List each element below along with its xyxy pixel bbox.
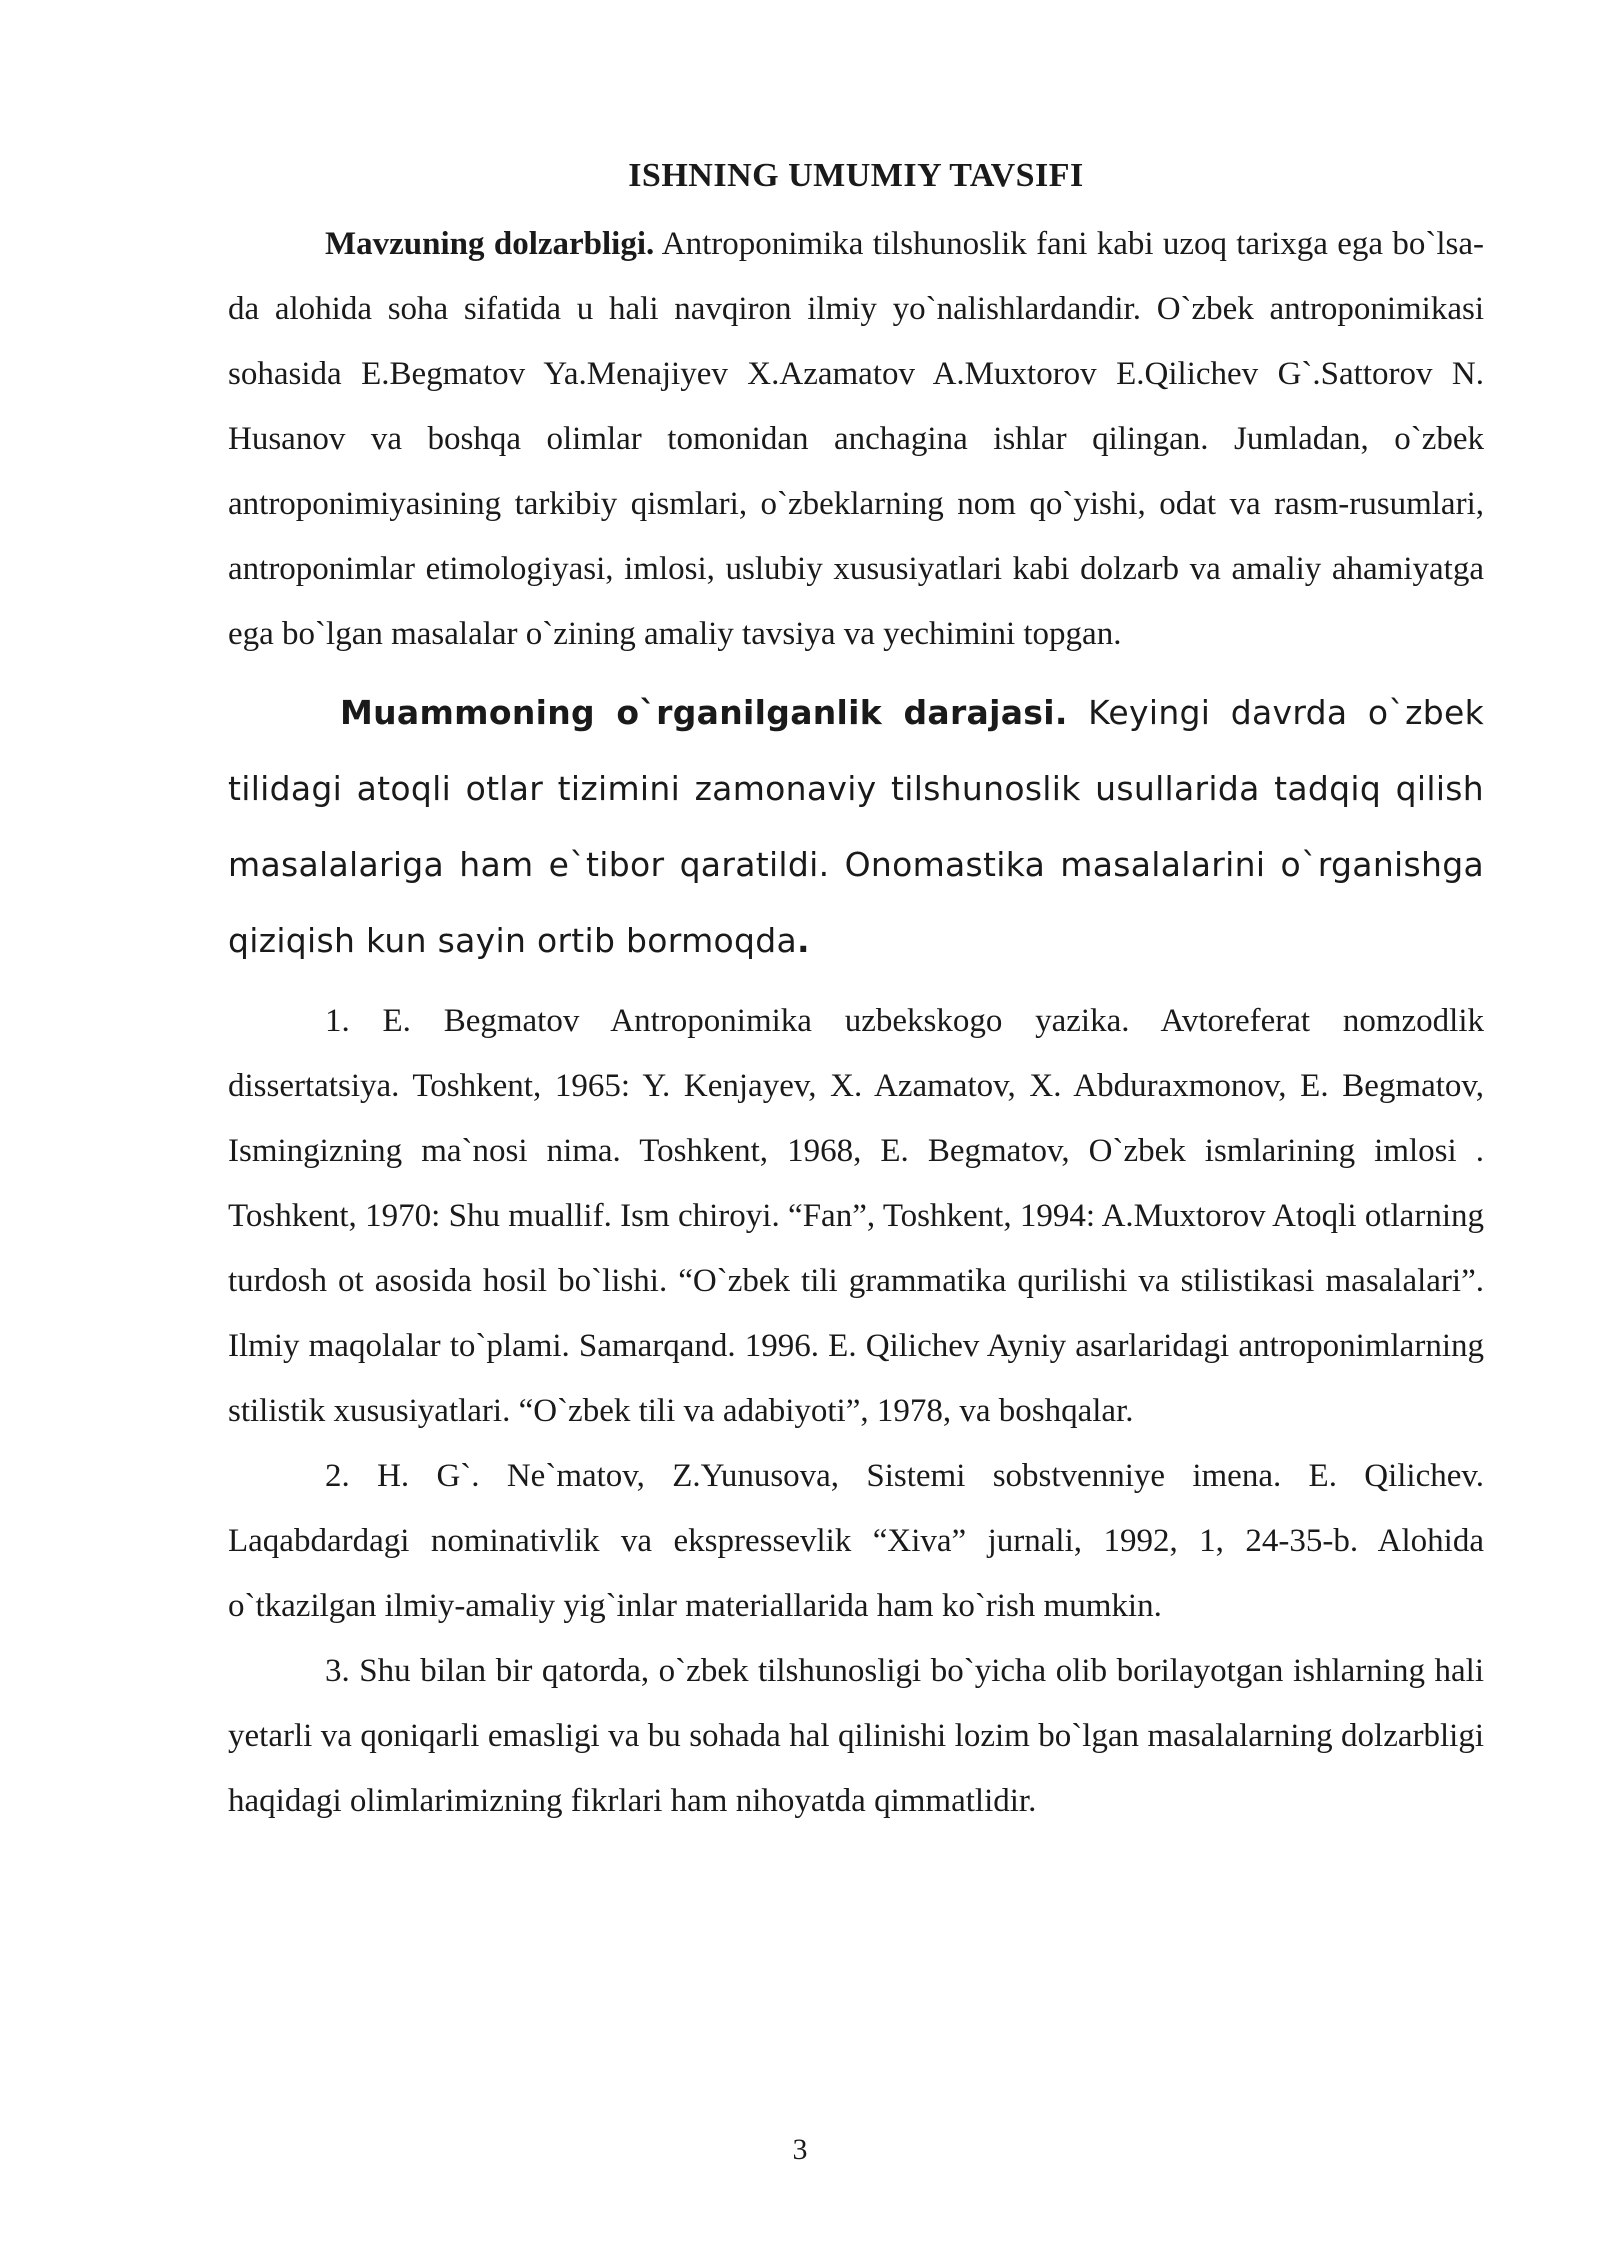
study-degree-heading: Muammoning o`rganilganlik darajasi.	[340, 693, 1068, 732]
document-page	[228, 150, 1484, 1834]
relevance-text: Antroponimika tilshunoslik fani kabi uzoq tarixga ega bo`lsa-da alohida soha sifatida u hali navqiron ilmiy yo`nalishlardandir. O`zbek antroponimikasi sohasida E.Begmatov Ya.Menajiyev X.Azamatov A.Muxtorov E.Qilichev G`.Sattorov N. Husanov va boshqa olimlar tomonidan anchagina ishlar qilingan. Jumladan, o`zbek antroponimiyasining tarkibiy qismlari, o`zbeklarning nom qo`yishi, odat va rasm-rusumlari, antroponimlar etimologiyasi, imlosi, uslubiy xususiyatlari kabi dolzarb va amaliy ahamiyatga ega bo`lgan masalalar o`zining amaliy tavsiya va yechimini topgan.	[228, 226, 1484, 652]
study-degree-text: Keyingi davrda o`zbek tilidagi atoqli otlar tizimini zamonaviy tilshunoslik usullarida tadqiq qilish masalalariga ham e`tibor qaratildi. Onomastika masalalarini o`rganishga qiziqish kun sayin ortib bormoqda	[228, 693, 1484, 960]
study-degree-end: .	[797, 921, 810, 960]
list-item: 3. Shu bilan bir qatorda, o`zbek tilshunosligi bo`yicha olib borilayotgan ishlarning hali yetarli va qoniqarli emasligi va bu sohada hal qilinishi lozim bo`lgan masalalarning dolzarbligi haqidagi olimlarimizning fikrlari ham nihoyatda qimmatlidir.	[228, 1653, 1484, 1819]
relevance-heading: Mavzuning dolzarbligi.	[325, 226, 655, 262]
relevance-paragraph	[228, 212, 1484, 667]
page-title: ISHNING UMUMIY TAVSIFI	[628, 157, 1084, 194]
list-item: 1. E. Begmatov Antroponimika uzbekskogo yazika. Avtoreferat nomzodlik dissertatsiya. Toshkent, 1965: Y. Kenjayev, X. Azamatov, X. Abduraxmonov, E. Begmatov, Ismingizning ma`nosi nima. Toshkent, 1968, E. Begmatov, O`zbek ismlarining imlosi . Toshkent, 1970: Shu muallif. Ism chiroyi. “Fan”, Toshkent, 1994: A.Muxtorov Atoqli otlarning turdosh ot asosida hosil bo`lishi. “O`zbek tili grammatika qurilishi va stilistikasi masalalari”. Ilmiy maqolalar to`plami. Samarqand. 1996. E. Qilichev Ayniy asarlaridagi antroponimlarning stilistik xususiyatlari. “O`zbek tili va adabiyoti”, 1978, va boshqalar.	[228, 1003, 1484, 1429]
page-number: 3	[792, 2133, 808, 2166]
list-item: 2. H. G`. Ne`matov, Z.Yunusova, Sistemi sobstvenniye imena. E. Qilichev. Laqabdardagi nominativlik va ekspressevlik “Xiva” jurnali, 1992, 1, 24-35-b. Alohida o`tkazilgan ilmiy-amaliy yig`inlar materiallarida ham ko`rish mumkin.	[228, 1458, 1484, 1624]
study-degree-paragraph	[228, 675, 1484, 979]
